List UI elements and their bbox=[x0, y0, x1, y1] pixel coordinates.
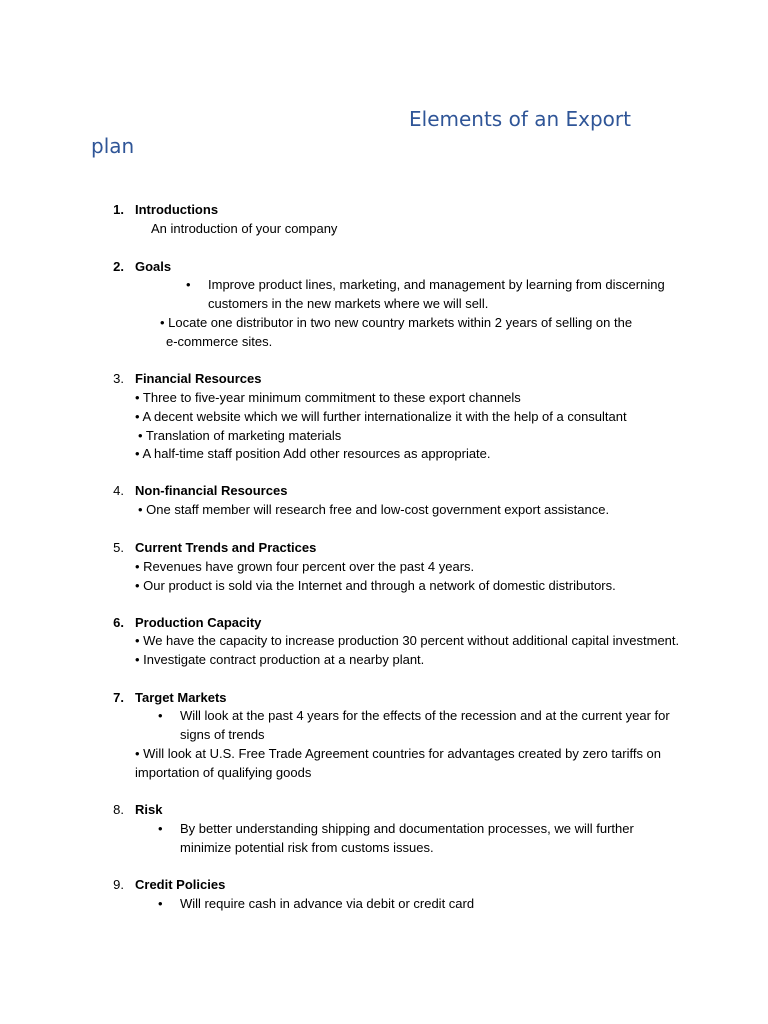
section-number: 2. bbox=[113, 259, 124, 274]
section-number: 6. bbox=[113, 615, 124, 630]
section-line: • Three to five-year minimum commitment to these export channels bbox=[135, 390, 521, 405]
section-line: • Locate one distributor in two new country markets within 2 years of selling on the bbox=[160, 315, 633, 330]
section-line: • Will look at U.S. Free Trade Agreement countries for advantages created by zero tariffs on bbox=[135, 746, 662, 761]
section-heading-risk: Risk bbox=[135, 802, 163, 817]
section-number: 5. bbox=[113, 540, 124, 555]
section-line: customers in the new markets where we will sell. bbox=[208, 296, 489, 311]
section-line: • Translation of marketing materials bbox=[138, 428, 342, 443]
section-line: • Revenues have grown four percent over the past 4 years. bbox=[135, 559, 475, 574]
section-number: 3. bbox=[113, 371, 124, 386]
bullet-icon: • bbox=[158, 821, 163, 836]
section-line: • We have the capacity to increase production 30 percent without additional capital investment. bbox=[135, 633, 680, 648]
section-heading-target-markets: Target Markets bbox=[135, 690, 227, 705]
section-line: An introduction of your company bbox=[151, 221, 338, 236]
section-line: • Investigate contract production at a nearby plant. bbox=[135, 652, 425, 667]
section-number: 4. bbox=[113, 483, 124, 498]
section-number: 9. bbox=[113, 877, 124, 892]
section-line: Improve product lines, marketing, and management by learning from discerning bbox=[208, 277, 665, 292]
bullet-icon: • bbox=[186, 277, 191, 292]
section-number: 8. bbox=[113, 802, 124, 817]
section-heading-goals: Goals bbox=[135, 259, 172, 274]
section-number: 7. bbox=[113, 690, 124, 705]
document-title-line-1: Elements of an Export bbox=[409, 107, 631, 131]
section-line: • A decent website which we will further internationalize it with the help of a consultant bbox=[135, 409, 627, 424]
section-line: • A half-time staff position Add other resources as appropriate. bbox=[135, 446, 491, 461]
section-line: By better understanding shipping and documentation processes, we will further bbox=[180, 821, 634, 836]
section-heading-credit-policies: Credit Policies bbox=[135, 877, 226, 892]
section-heading-current-trends: Current Trends and Practices bbox=[135, 540, 317, 555]
section-line: Will require cash in advance via debit or credit card bbox=[180, 896, 475, 911]
section-line: signs of trends bbox=[180, 727, 265, 742]
section-heading-financial-resources: Financial Resources bbox=[135, 371, 262, 386]
section-line: minimize potential risk from customs issues. bbox=[180, 840, 434, 855]
section-number: 1. bbox=[113, 202, 124, 217]
section-line: • One staff member will research free and low-cost government export assistance. bbox=[138, 502, 610, 517]
section-line: importation of qualifying goods bbox=[135, 765, 312, 780]
section-line: • Our product is sold via the Internet and through a network of domestic distributors. bbox=[135, 578, 616, 593]
document-title-line-2: plan bbox=[91, 134, 135, 158]
section-line: Will look at the past 4 years for the effects of the recession and at the current year for bbox=[180, 708, 670, 723]
bullet-icon: • bbox=[158, 896, 163, 911]
section-heading-introductions: Introductions bbox=[135, 202, 219, 217]
section-heading-production-capacity: Production Capacity bbox=[135, 615, 262, 630]
bullet-icon: • bbox=[158, 708, 163, 723]
section-line: e-commerce sites. bbox=[166, 334, 273, 349]
section-heading-non-financial-resources: Non-financial Resources bbox=[135, 483, 288, 498]
